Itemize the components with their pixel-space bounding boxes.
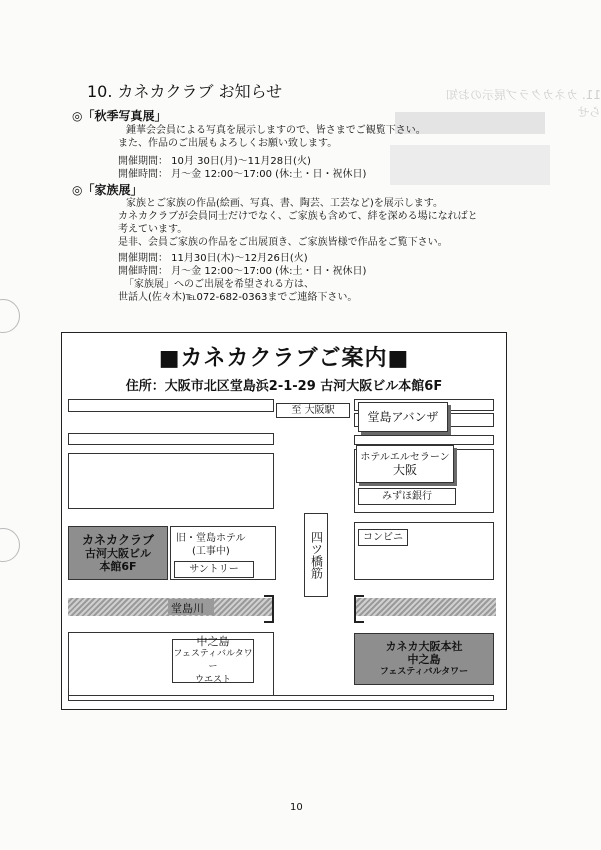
bridge-bracket <box>354 595 364 623</box>
street-label: 四ツ橋筋 <box>309 531 324 579</box>
avanza-building: 堂島アバンザ <box>358 402 448 432</box>
block <box>68 695 494 701</box>
hotel-name: ホテルエルセラーン <box>360 452 450 463</box>
event2-line: 家族とご家族の作品(絵画、写真、書、陶芸、工芸など)を展示します。 <box>126 198 444 209</box>
hq-area: 中之島 <box>407 652 441 666</box>
bridge-bracket <box>264 595 274 623</box>
yotsubashi-street <box>304 513 328 597</box>
map-title: ■カネカクラブご案内■ <box>158 346 410 371</box>
furukawa-floor: 本館6F <box>99 559 137 573</box>
event2-hours: 開催時間： 月～金 12:00～17:00 (休:土・日・祝休日) <box>118 266 367 277</box>
section-title: 10. カネカクラブ お知らせ <box>87 82 283 101</box>
nakanoshima-west <box>172 635 254 685</box>
block <box>68 399 274 412</box>
station-sign: 至 大阪駅 <box>276 403 350 418</box>
block <box>68 453 274 509</box>
west-wing: ウエスト <box>194 675 231 685</box>
river-label: 堂島川 <box>171 602 204 615</box>
block <box>68 433 274 445</box>
west-area: 中之島 <box>196 635 230 648</box>
kaneka-hq <box>354 633 494 685</box>
map-address: 住所：大阪市北区堂島浜2-1-29 古河大阪ビル本館6F <box>125 379 443 394</box>
kaneka-club-label: カネカクラブ <box>81 532 154 547</box>
page-number: 10 <box>290 802 303 813</box>
event1-line: また、作品のご出展もよろしくお願い致します。 <box>118 138 338 149</box>
event2-period: 開催期間： 11月30日(木)～12月26日(火) <box>118 253 308 264</box>
old-hotel-status: (工事中) <box>192 546 230 557</box>
punch-hole-bottom <box>0 528 20 562</box>
hq-name: カネカ大阪本社 <box>385 639 463 653</box>
convenience-store: コンビニ <box>358 529 408 546</box>
west-tower: フェスティバルタワー <box>173 649 253 672</box>
furukawa-label: 古河大阪ビル <box>85 546 151 560</box>
river-right <box>356 598 496 616</box>
block <box>354 435 494 445</box>
event1-title: ◎「秋季写真展」 <box>72 109 167 123</box>
suntory-sign: サントリー <box>174 561 254 578</box>
event1-period: 開催期間： 10月 30日(月)～11月28日(火) <box>118 156 311 167</box>
punch-hole-top <box>0 299 20 333</box>
event1-line: 鍾華会会員による写真を展示しますので、皆さまでご観覧下さい。 <box>126 125 426 136</box>
event2-line: 是非、会員ご家族の作品をご出展頂き、ご家族皆様で作品をご覧下さい。 <box>118 237 448 248</box>
bleed-through <box>390 145 550 185</box>
hotel-elcelaan <box>356 445 454 483</box>
event2-note: 「家族展」へのご出展を希望される方は、 <box>124 279 314 290</box>
bleed-through: 11. カネカクラブ展示のお知らせ <box>446 88 601 119</box>
event2-contact: 世話人(佐々木)℡072-682-0363までご連絡下さい。 <box>118 292 358 303</box>
event1-hours: 開催時間： 月～金 12:00～17:00 (休:土・日・祝休日) <box>118 169 367 180</box>
guide-map <box>61 332 507 710</box>
event2-title: ◎「家族展」 <box>72 183 143 197</box>
mizuho-bank: みずほ銀行 <box>358 488 456 505</box>
kaneka-club-building <box>68 526 168 580</box>
hq-tower: フェスティバルタワー <box>379 666 469 677</box>
event2-line: 考えています。 <box>118 224 188 235</box>
event2-line: カネカクラブが会員同士だけでなく、ご家族も含めて、絆を深める場になればと <box>118 211 478 222</box>
old-hotel-label: 旧・堂島ホテル <box>176 533 246 544</box>
hotel-city: 大阪 <box>392 463 417 477</box>
